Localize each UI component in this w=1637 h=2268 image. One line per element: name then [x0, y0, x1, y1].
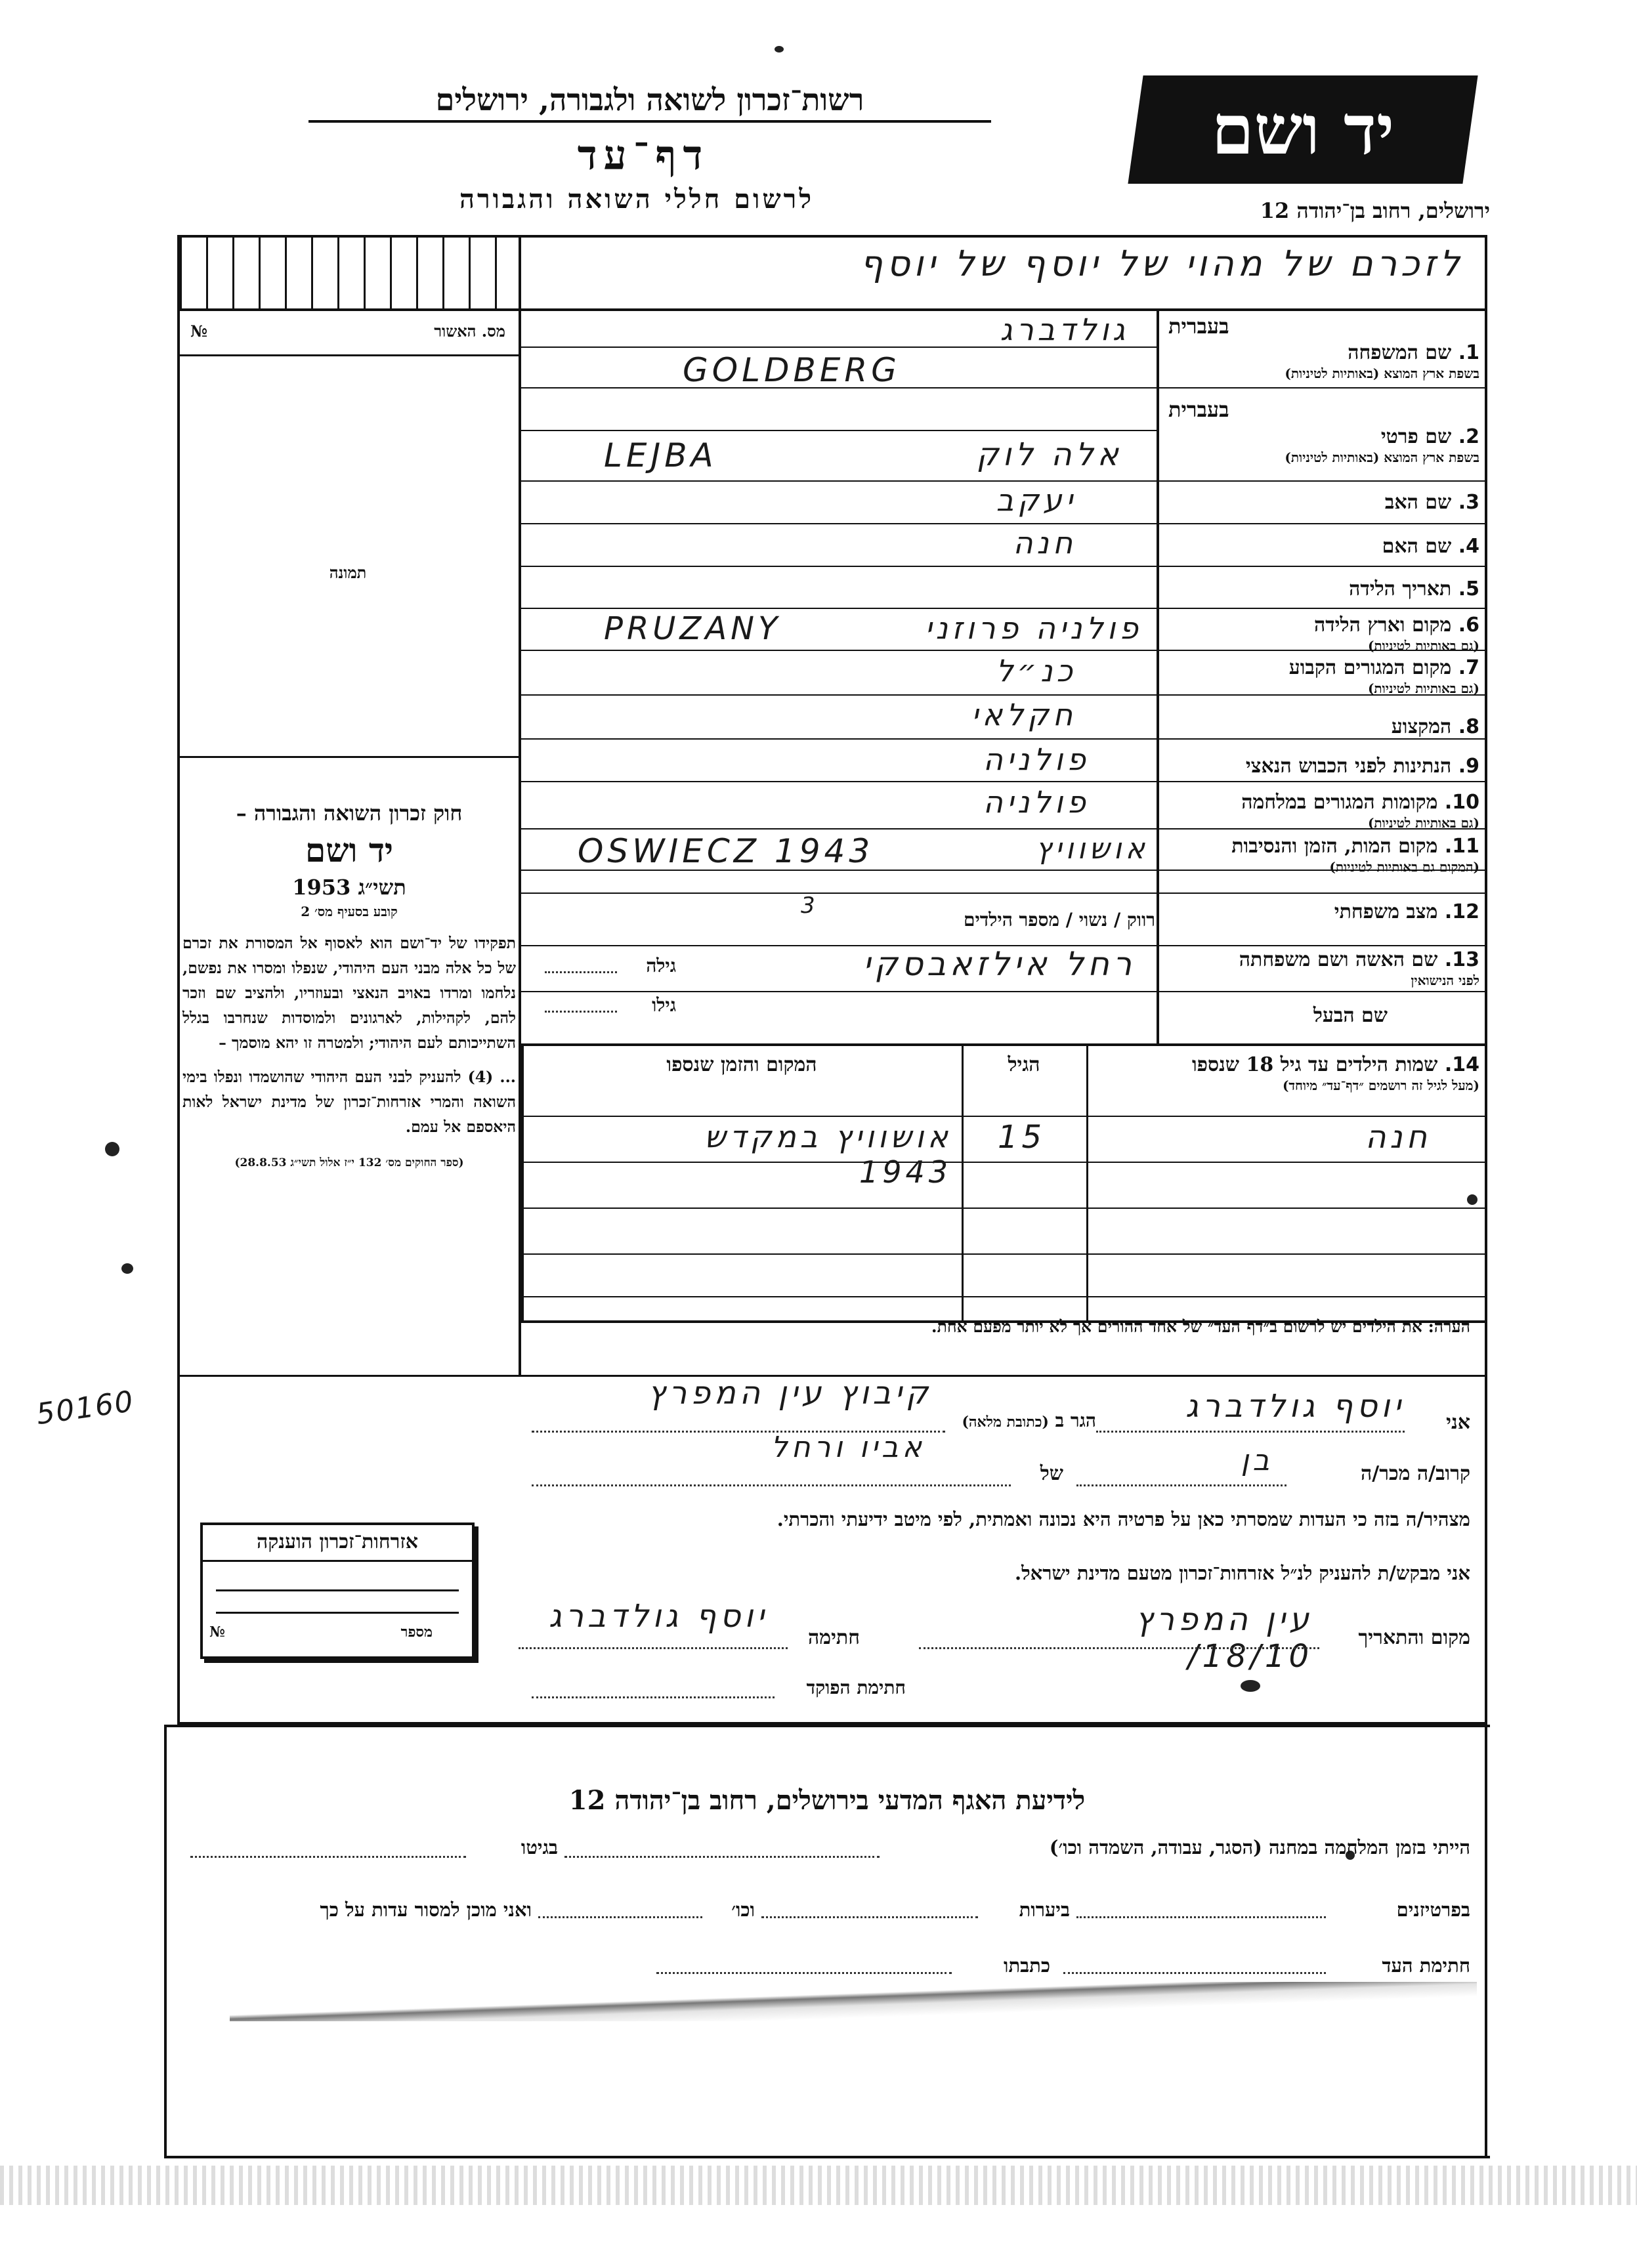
children-col-age: הגיל — [1008, 1053, 1040, 1076]
field-6-value-hebrew: פולניה פרוזני — [925, 610, 1142, 646]
field-1-value-latin: GOLDBERG — [683, 351, 901, 389]
field-7-value: כנ״ל — [996, 653, 1076, 688]
logo-text: יד ושם — [1211, 89, 1395, 170]
field-8-value: חקלאי — [971, 697, 1076, 732]
form-subtitle: לרשום חללי השואה והגבורה — [459, 184, 815, 215]
field-4-value: חנה — [1013, 525, 1076, 560]
form-title: דף־עד — [577, 131, 710, 179]
place-date-label: מקום והתאריך — [1358, 1626, 1470, 1649]
field-3-value: יעקב — [996, 482, 1076, 518]
field-12-children-count: 3 — [801, 892, 819, 919]
bottom-line2-c: וכו׳ — [731, 1899, 755, 1921]
bottom-title: לידיעת האגף המדעי בירושלים, רחוב בן־יהודה 12 — [568, 1785, 1086, 1816]
margin-note: 50160 — [34, 1384, 137, 1432]
field-1-value-hebrew: גולדברג — [1000, 312, 1129, 347]
field-13-label: 13. שם האשה ושם משפחתה לפני הנישואין — [1239, 948, 1479, 988]
bottom-line2-a: בפרטיזנים — [1396, 1899, 1470, 1921]
yad-vashem-logo — [1128, 75, 1478, 184]
field-11-value-hebrew: אושוויץ — [1035, 832, 1149, 866]
bottom-line3-a: חתימת העד — [1382, 1954, 1470, 1977]
citizenship-symbol: № — [209, 1624, 225, 1641]
signature-label: חתימה — [808, 1626, 860, 1649]
declaration-relation-label: קרוב/ה מכר/ה — [1361, 1462, 1470, 1485]
bottom-line3-b: כתבתו — [1004, 1954, 1050, 1977]
bottom-line2-d: ואני מוכן למסור עדות על כך — [320, 1899, 532, 1921]
wife-age-label: גילה — [646, 955, 676, 976]
field-7-label: 7. מקום המגורים הקבוע (גם באותיות לטיניות) — [1288, 656, 1479, 696]
field-8-label: 8. המקצוע — [1391, 715, 1479, 738]
bottom-line1-a: הייתי בזמן המלחמה במחנה (הסגר, עבודה, השמדה וכו׳) — [1049, 1836, 1470, 1858]
field-2-value-latin: LEJBA — [604, 436, 717, 474]
approval-label: מס. האשור — [434, 322, 505, 341]
bottom-line1-b: בגיטו — [521, 1836, 558, 1858]
field-9-value: פולניה — [983, 742, 1090, 777]
children-note: הערה: את הילדים יש לרשום ב״דף־העד״ של אחד ההורים אך לא יותר מפעם אחת. — [931, 1317, 1470, 1336]
field-6-value-latin: PRUZANY — [604, 610, 782, 647]
field-1-label: 1. שם המשפחה בשפת ארץ המוצא (באותיות לטיניות) — [1285, 341, 1479, 381]
law-stamp — [182, 801, 516, 1169]
bottom-line2-b: ביערות — [1019, 1899, 1070, 1921]
field-9-label: 9. הנתינות לפני הכבוש הנאצי — [1245, 755, 1479, 778]
law-line: חוק זכרון השואה והגבורה – — [236, 801, 463, 826]
declaration-lives-label: הגר ב (כתובת מלאה) — [962, 1410, 1096, 1431]
approval-symbol: № — [190, 322, 208, 341]
authority-line: רשות־זכרון לשואה ולגבורה, ירושלים — [308, 82, 991, 123]
citizenship-num-label: מספר — [400, 1624, 433, 1641]
child-1-place: אושוויץ במקדש 1943 — [704, 1119, 952, 1190]
field-11-label: 11. מקום המות, הזמן והנסיבות (המקום גם באותיות לטיניות) — [1231, 835, 1479, 875]
law-clause: קובע בסעיף מס׳ 2 — [301, 904, 398, 919]
address: ירושלים, רחוב בן־יהודה 12 — [1260, 198, 1490, 223]
citizenship-title: אזרחות־זכרון הוענקה — [203, 1525, 472, 1562]
top-entry: לזכרם של מהוי של יוסף של יוסף — [860, 243, 1464, 284]
field-4-label: 4. שם האם — [1382, 535, 1479, 558]
signature-value: יוסף גולדברג — [549, 1598, 768, 1635]
children-title: 14. שמות הילדים עד גיל 18 שנספו (מעל לגיל זה רושמים ״דף־עד״ מיוחד) — [1191, 1053, 1479, 1093]
child-1-name: חנה — [1365, 1119, 1431, 1156]
photo-label: תמונה — [329, 563, 367, 582]
declaration-relation-value: בן — [1241, 1444, 1273, 1477]
field-10-label: 10. מקומות המגורים במלחמה (גם באותיות לטיניות) — [1241, 791, 1479, 831]
index-boxes — [180, 238, 519, 308]
torn-edge — [230, 1982, 1477, 2021]
hebrew-label-1: בעברית — [1168, 314, 1229, 339]
citizenship-box — [200, 1522, 475, 1659]
law-year: תשי״ג 1953 — [292, 875, 406, 900]
law-para-1: תפקידו של יד־ושם הוא לאסוף אל המסורת את זכרם של כל אלה מבני העם היהודי, שנפלו ומסרו את נפשם, נלחמו ומרדו באויב הנאצי ובעוזריו, ולהציב שם וזכר להם, לקהילות, לארגונים ולמוסדות שנחרבו בגלל השתייכותם לעם היהודי; ולמטרה זו יהא מוסמך – — [182, 934, 516, 1052]
hebrew-label-2: בעברית — [1168, 397, 1229, 422]
field-3-label: 3. שם האב — [1384, 491, 1479, 514]
field-12-label: 12. מצב משפחתי — [1334, 900, 1479, 923]
field-11-value-latin: OSWIECZ 1943 — [578, 832, 874, 870]
declaration-statement-2: אני מבקש/ת להעניק לנ״ל אזרחות־זכרון מטעם מדינת ישראל. — [1015, 1562, 1470, 1584]
field-2-value-hebrew: אלה לוק — [976, 436, 1122, 473]
husband-age-label: גילו — [652, 994, 676, 1016]
field-5-label: 5. תאריך הלידה — [1349, 578, 1479, 600]
declaration-name: יוסף גולדברג — [1185, 1388, 1405, 1425]
field-6-label: 6. מקום וארץ הלידה (גם באותיות לטיניות) — [1313, 614, 1479, 654]
declaration-ani: אני — [1446, 1411, 1470, 1434]
place-date-value: עין המפרץ 18/10/ — [1135, 1601, 1313, 1675]
field-2-label: 2. שם פרטי בשפת ארץ המוצא (באותיות לטיניות) — [1285, 425, 1479, 465]
husband-name-label: שם הבעל — [1313, 1004, 1388, 1027]
law-para-2: ... (4) להעניק לבני העם היהודי שהושמדו ונפלו בימי השואה והמרי אזרחות־זכרון של מדינת ישראל לאות היאספם אל עמם. — [182, 1068, 516, 1136]
field-13-value: רחל אילזאבסקי — [863, 945, 1136, 983]
field-10-value: פולניה — [983, 784, 1090, 820]
law-name: יד ושם — [305, 831, 393, 870]
children-col-place: המקום והזמן שנספו — [666, 1053, 817, 1076]
child-1-age: 15 — [998, 1119, 1046, 1156]
field-12-options: רווק / נשוי / מספר הילדים — [963, 909, 1155, 931]
declaration-lives-value: קיבוץ עין המפרץ — [648, 1375, 932, 1412]
declaration-statement-1: מצהיר/ה בזה כי העדות שמסרתי כאן על פרטיה היא נכונה ואמתית, לפי מיטב ידיעתי והכרתי. — [776, 1508, 1470, 1530]
law-ref: (ספר החוקים מס׳ 132 י״ז אלול תשי״ג 28.8.53) — [234, 1156, 464, 1169]
official-signature-label: חתימת הפוקד — [806, 1677, 906, 1698]
declaration-of-label: של — [1040, 1462, 1063, 1485]
declaration-of-value: אביו ורחל — [771, 1431, 925, 1464]
